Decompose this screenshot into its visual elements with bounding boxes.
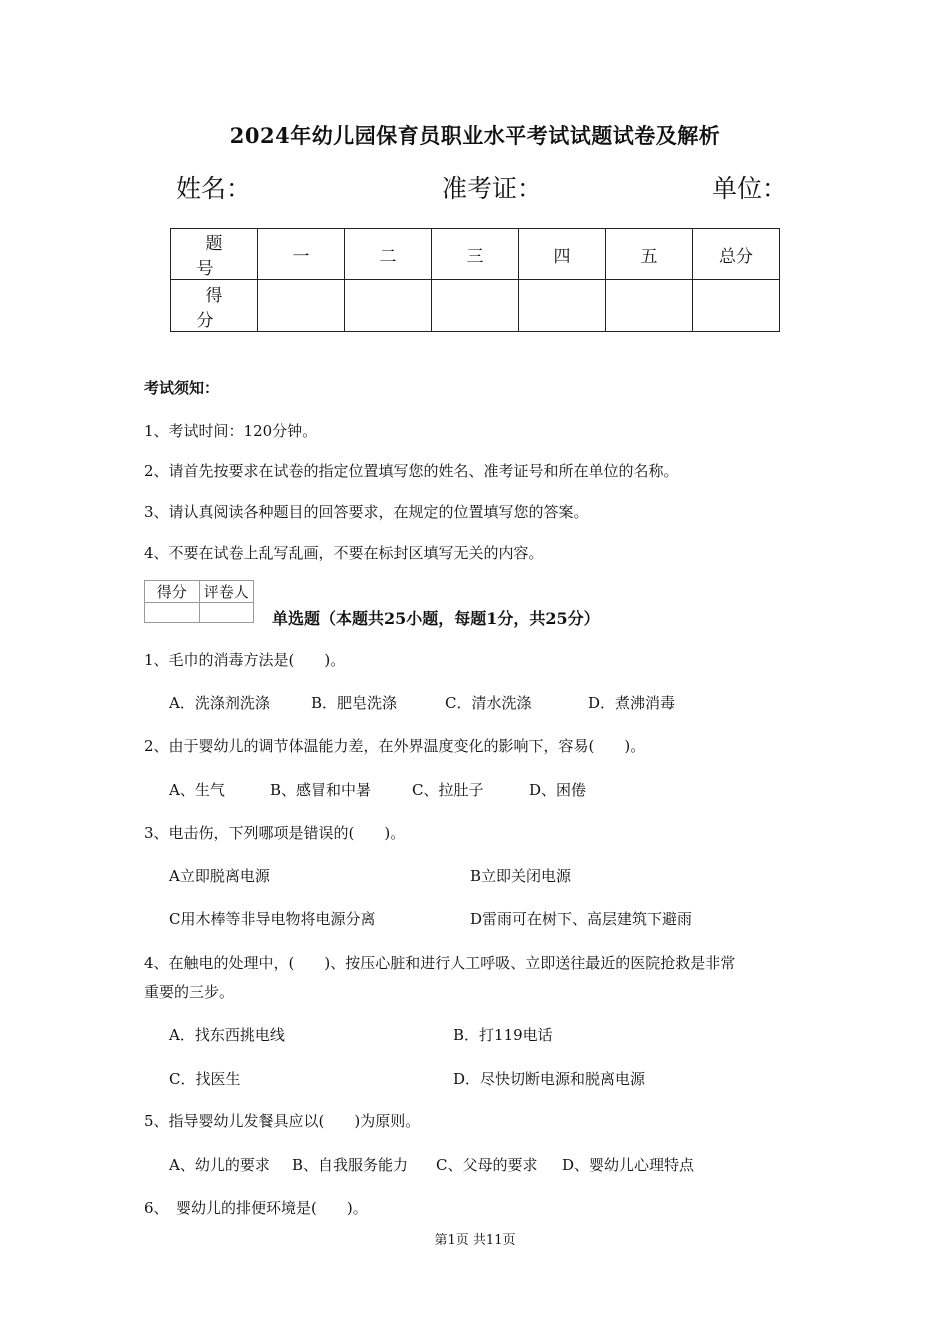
question-stem-continued: 重要的三步。 bbox=[144, 983, 235, 1001]
question-stem: 4、在触电的处理中，( )、按压心脏和进行人工呼吸、立即送往最近的医院抢救是非常 bbox=[144, 954, 736, 972]
notice-item: 2、请首先按要求在试卷的指定位置填写您的姓名、准考证号和所在单位的名称。 bbox=[144, 462, 679, 480]
score-table-header-row bbox=[171, 229, 780, 280]
section-title: 单选题（本题共25小题，每题1分，共25分） bbox=[272, 609, 600, 628]
grader-name-label: 评卷人 bbox=[199, 581, 254, 603]
grader-score-cell[interactable] bbox=[145, 603, 200, 623]
score-table-header-cell: 总分 bbox=[693, 229, 780, 280]
question-option: A、生气 bbox=[169, 781, 225, 799]
question-option: B、自我服务能力 bbox=[292, 1156, 409, 1174]
question-option: D．煮沸消毒 bbox=[588, 694, 676, 712]
name-label: 姓名： bbox=[176, 174, 252, 203]
question-option: D、婴幼儿心理特点 bbox=[562, 1156, 695, 1174]
page-footer: 第1页 共11页 bbox=[434, 1233, 516, 1248]
score-cell[interactable] bbox=[606, 280, 693, 332]
score-table-header-cell: 一 bbox=[258, 229, 345, 280]
question-option: C、拉肚子 bbox=[412, 781, 484, 799]
question-option: A立即脱离电源 bbox=[169, 867, 270, 885]
question-option: D．尽快切断电源和脱离电源 bbox=[453, 1070, 646, 1088]
notice-item: 4、不要在试卷上乱写乱画，不要在标封区填写无关的内容。 bbox=[144, 544, 544, 562]
question-option: C．清水洗涤 bbox=[445, 694, 532, 712]
question-option: C、父母的要求 bbox=[436, 1156, 538, 1174]
score-table-header-label: 题 号 bbox=[171, 229, 258, 280]
score-table-score-label: 得 分 bbox=[171, 280, 258, 332]
score-cell[interactable] bbox=[432, 280, 519, 332]
score-table-header-cell: 二 bbox=[345, 229, 432, 280]
question-stem: 1、毛巾的消毒方法是( )。 bbox=[144, 651, 346, 669]
score-cell[interactable] bbox=[345, 280, 432, 332]
grader-score-label: 得分 bbox=[145, 581, 200, 603]
question-option: D、困倦 bbox=[529, 781, 587, 799]
score-cell[interactable] bbox=[519, 280, 606, 332]
score-table-score-row bbox=[171, 280, 780, 332]
question-stem: 3、电击伤，下列哪项是错误的( )。 bbox=[144, 824, 406, 842]
page-title: 2024年幼儿园保育员职业水平考试试题试卷及解析 bbox=[229, 123, 721, 148]
question-option: B．打119电话 bbox=[453, 1026, 553, 1044]
question-stem: 6、 婴幼儿的排便环境是( )。 bbox=[144, 1199, 368, 1217]
question-option: A、幼儿的要求 bbox=[169, 1156, 270, 1174]
score-cell[interactable] bbox=[693, 280, 780, 332]
question-stem: 2、由于婴幼儿的调节体温能力差，在外界温度变化的影响下，容易( )。 bbox=[144, 737, 646, 755]
question-option: C．找医生 bbox=[169, 1070, 241, 1088]
grader-box bbox=[144, 580, 254, 623]
notice-item: 3、请认真阅读各种题目的回答要求，在规定的位置填写您的答案。 bbox=[144, 503, 589, 521]
score-table-header-cell: 四 bbox=[519, 229, 606, 280]
question-option: A．洗涤剂洗涤 bbox=[169, 694, 270, 712]
question-option: D雷雨可在树下、高层建筑下避雨 bbox=[470, 910, 693, 928]
notice-heading: 考试须知： bbox=[144, 379, 220, 397]
score-table-header-cell: 五 bbox=[606, 229, 693, 280]
question-option: B立即关闭电源 bbox=[470, 867, 572, 885]
score-table bbox=[170, 228, 780, 332]
exam-number-label: 准考证： bbox=[442, 174, 543, 203]
question-option: A．找东西挑电线 bbox=[169, 1026, 285, 1044]
question-option: B、感冒和中暑 bbox=[270, 781, 372, 799]
score-table-header-cell: 三 bbox=[432, 229, 519, 280]
notice-item: 1、考试时间：120分钟。 bbox=[144, 422, 318, 440]
question-option: C用木棒等非导电物将电源分离 bbox=[169, 910, 376, 928]
grader-name-cell[interactable] bbox=[199, 603, 254, 623]
question-stem: 5、指导婴幼儿发餐具应以( )为原则。 bbox=[144, 1112, 421, 1130]
unit-label: 单位： bbox=[712, 174, 788, 203]
question-option: B．肥皂洗涤 bbox=[311, 694, 398, 712]
